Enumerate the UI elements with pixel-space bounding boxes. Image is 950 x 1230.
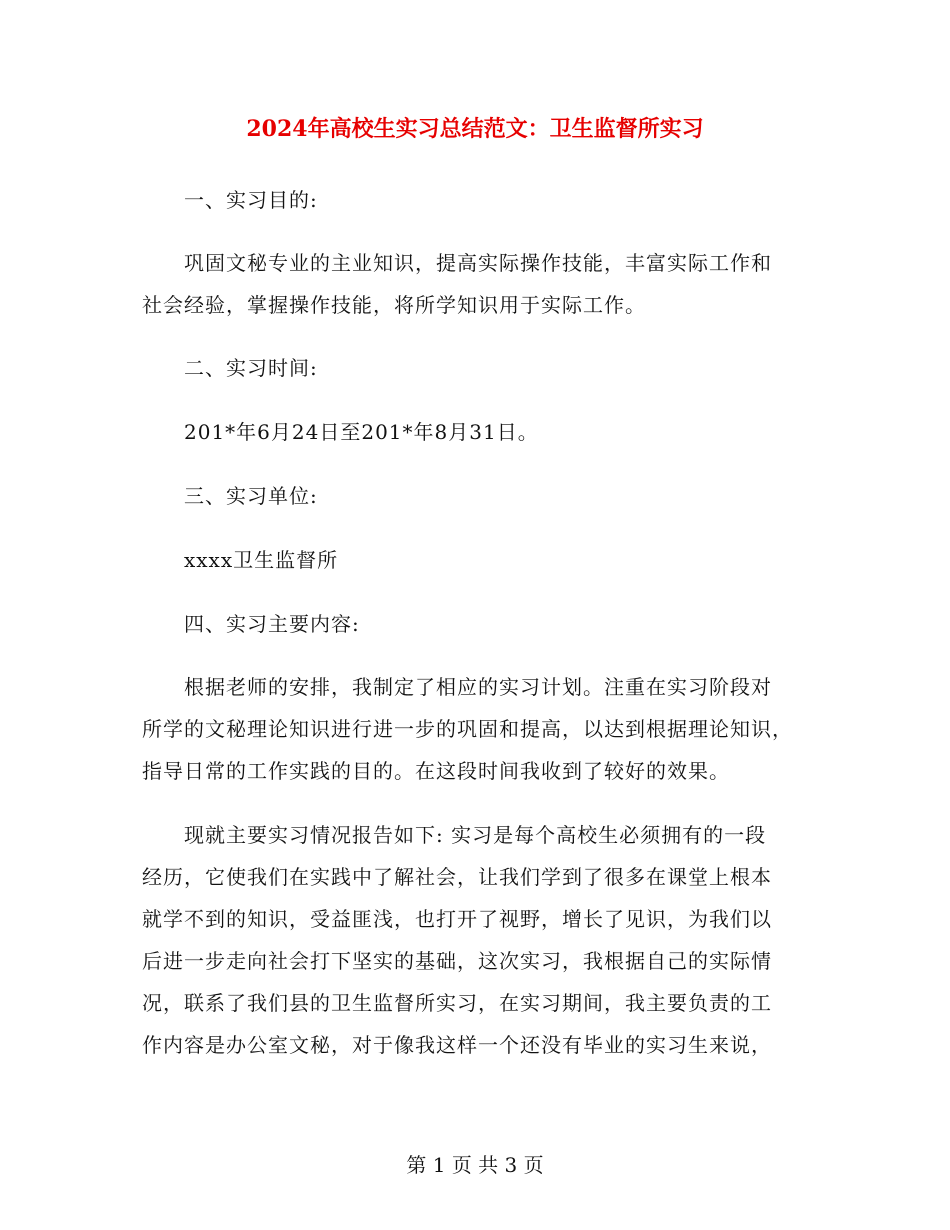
- paragraph-line: 就学不到的知识，受益匪浅，也打开了视野，增长了见识，为我们以: [142, 907, 772, 931]
- paragraph-line: 根据老师的安排，我制定了相应的实习计划。注重在实习阶段对: [184, 675, 772, 699]
- paragraph-line: 指导日常的工作实践的目的。在这段时间我收到了较好的效果。: [142, 759, 730, 783]
- paragraph-line: 社会经验，掌握操作技能，将所学知识用于实际工作。: [142, 293, 646, 317]
- paragraph-line: 201*年6月24日至201*年8月31日。: [184, 420, 539, 444]
- heading-purpose: 一、实习目的:: [184, 188, 318, 212]
- heading-time: 二、实习时间:: [184, 356, 318, 380]
- paragraph-line: 巩固文秘专业的主业知识，提高实际操作技能，丰富实际工作和: [184, 251, 772, 275]
- page-number: 第 1 页 共 3 页: [406, 1153, 544, 1177]
- paragraph-line: 现就主要实习情况报告如下: 实习是每个高校生必须拥有的一段: [184, 823, 767, 847]
- paragraph-line: 作内容是办公室文秘，对于像我这样一个还没有毕业的实习生来说，: [142, 1033, 772, 1057]
- document-title: 2024年高校生实习总结范文：卫生监督所实习: [246, 116, 704, 142]
- paragraph-line: xxxx卫生监督所: [184, 548, 339, 572]
- heading-content: 四、实习主要内容:: [184, 612, 360, 636]
- heading-unit: 三、实习单位:: [184, 484, 318, 508]
- paragraph-line: 况，联系了我们县的卫生监督所实习，在实习期间，我主要负责的工: [142, 991, 772, 1015]
- paragraph-line: 经历，它使我们在实践中了解社会，让我们学到了很多在课堂上根本: [142, 865, 772, 889]
- paragraph-line: 后进一步走向社会打下坚实的基础，这次实习，我根据自己的实际情: [142, 949, 772, 973]
- paragraph-line: 所学的文秘理论知识进行进一步的巩固和提高，以达到根据理论知识，: [142, 717, 793, 741]
